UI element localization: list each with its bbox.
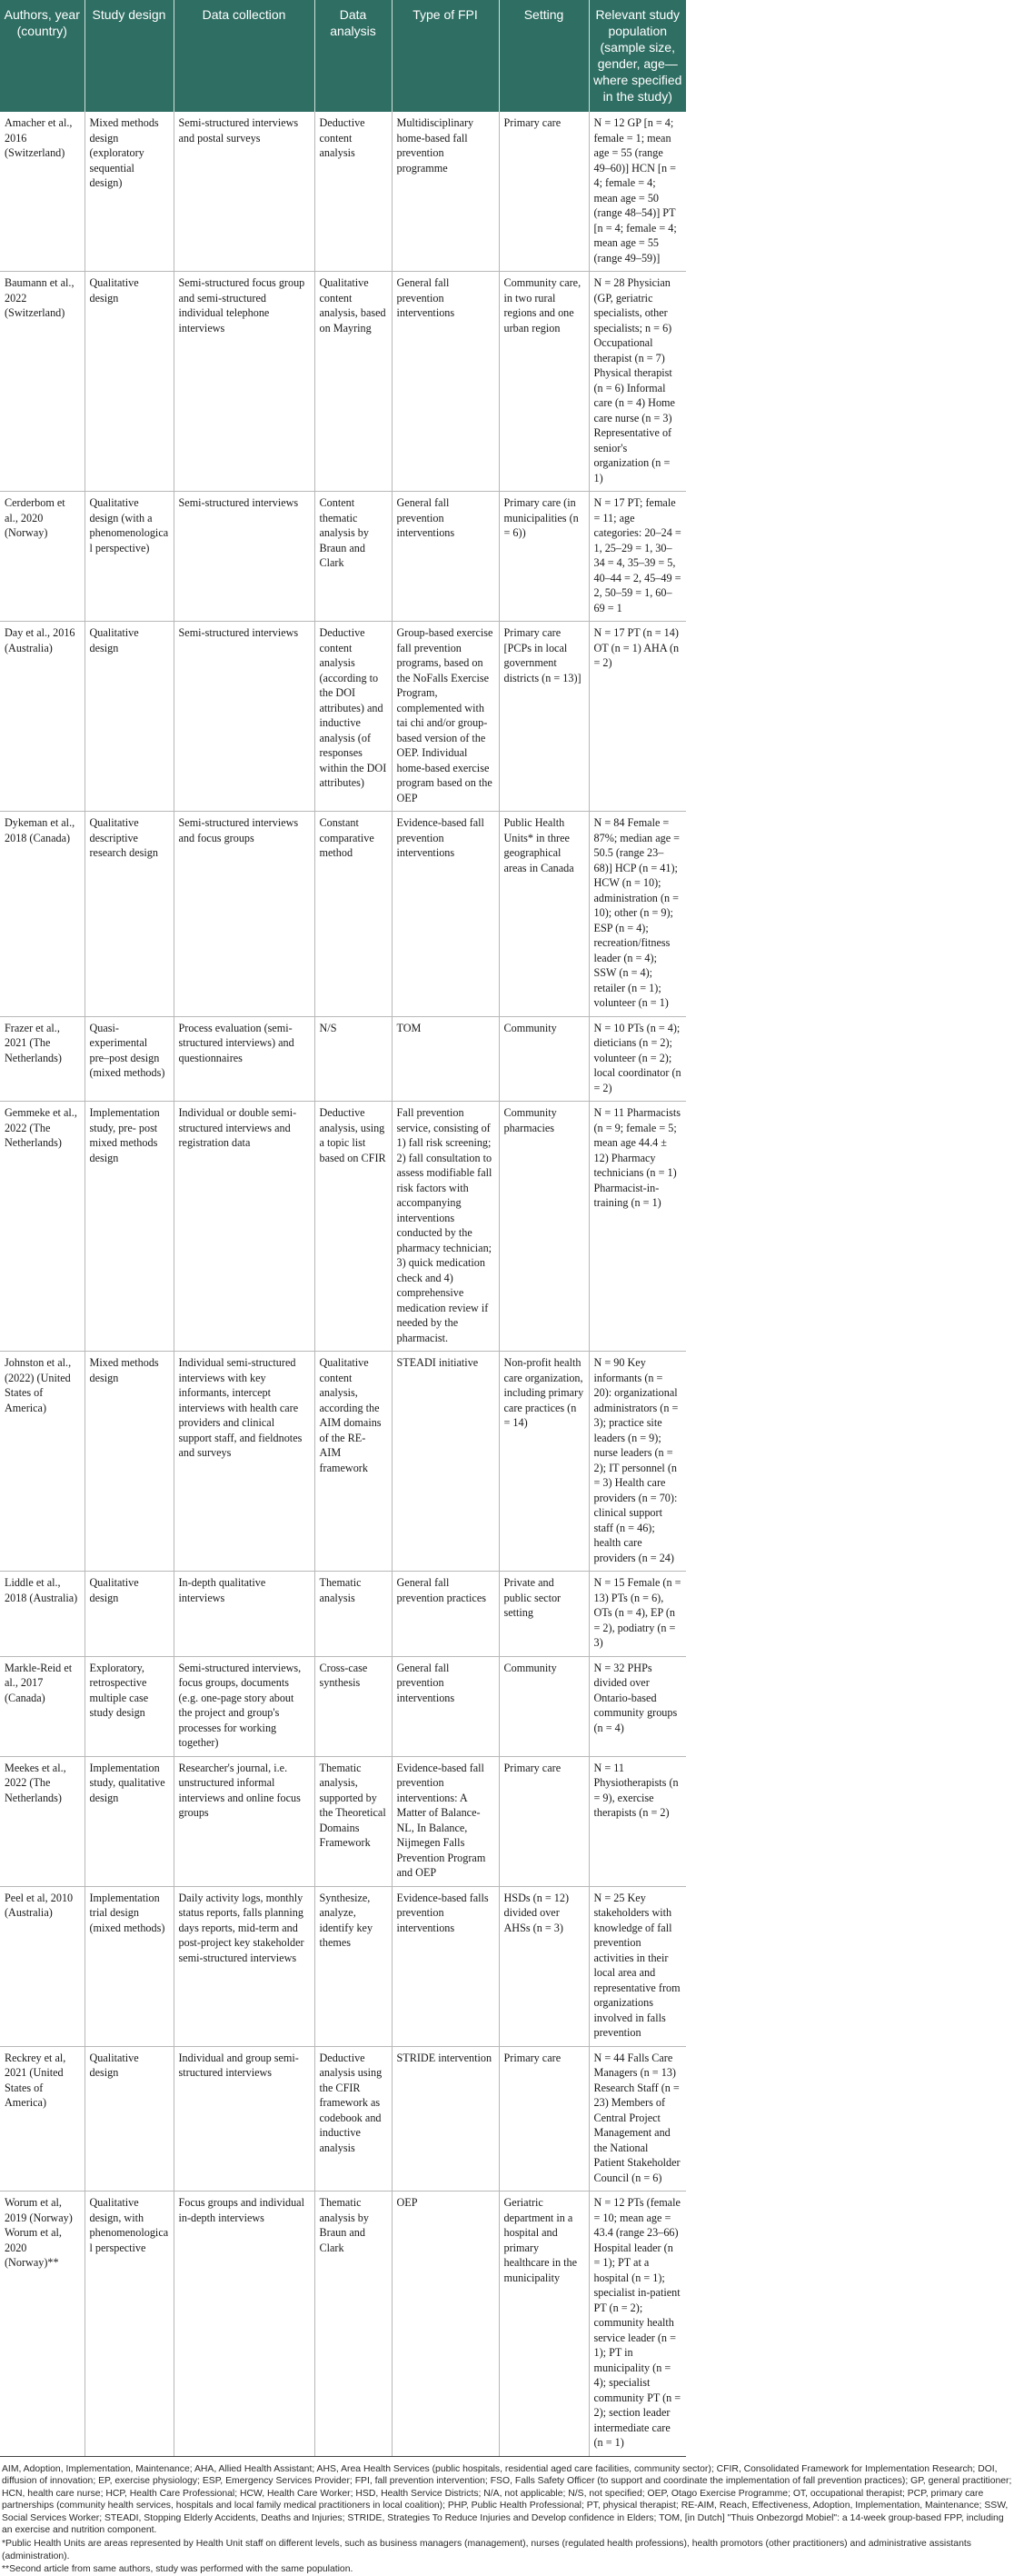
- table-row: [0, 1656, 1014, 1756]
- cell-fpi: Evidence-based fall prevention interventions: [392, 812, 499, 1017]
- table-row: [0, 2046, 1014, 2192]
- cell-population: N = 44 Falls Care Managers (n = 13) Research Staff (n = 23) Members of Central Project Management and the National Patient Stakeholder Council (n = 6): [589, 2046, 686, 2192]
- cell-collection: Process evaluation (semi-structured interviews) and questionnaires: [174, 1016, 314, 1102]
- table-row: [0, 1102, 1014, 1352]
- cell-authors: Gemmeke et al., 2022 (The Netherlands): [0, 1102, 84, 1352]
- cell-setting: Public Health Units* in three geographical areas in Canada: [499, 812, 589, 1017]
- table-row: [0, 1572, 1014, 1657]
- cell-authors: Day et al., 2016 (Australia): [0, 622, 84, 812]
- cell-analysis: Deductive analysis, using a topic list based on CFIR: [314, 1102, 392, 1352]
- cell-authors: Frazer et al., 2021 (The Netherlands): [0, 1016, 84, 1102]
- abbreviations-note: AIM, Adoption, Implementation, Maintenance; AHA, Allied Health Assistant; AHS, Area Health Services (public hospitals, residential aged care facilities, community sector); CFIR, Consolidated Framework for Implementation Research; DOI, diffusion of innovation; EP, exercise physiology; ESP, Emergency Services Provider; FPI, fall prevention intervention; FSO, Falls Safety Officer (to support and coordinate the implementation of fall prevention practices); GP, general practitioner; HCN, health care nurse; HCP, Health Care Professional; HCW, Health Care Worker; HSD, Health Service Districts; N/A, not applicable; N/S, not specified; OEP, Otago Exercise Programme; OT, occupational therapist; PCP, primary care partnerships (community health services, hospitals and local family medical practitioners in local coalition); PHP, Public Health Professional; PT, physical therapist; RE-AIM, Reach, Effectiveness, Adoption, Implementation, Maintenance; SSW, Social Services Worker; STEADI, Stopping Elderly Accidents, Deaths and Injuries; STRIDE, Strategies To Reduce Injuries and Develop confidence in Elders; TOM, [in Dutch] "Thuis Onbezorgd Mobiel": a 14-week group-based FPP, including an exercise and nutrition component.: [2, 2463, 1012, 2536]
- cell-design: Qualitative design: [84, 2046, 174, 2192]
- cell-authors: Johnston et al., (2022) (United States of America): [0, 1352, 84, 1572]
- cell-collection: Semi-structured interviews: [174, 492, 314, 622]
- cell-analysis: Thematic analysis by Braun and Clark: [314, 2192, 392, 2457]
- cell-fpi: General fall prevention interventions: [392, 272, 499, 492]
- cell-setting: Primary care: [499, 1756, 589, 1886]
- cell-fpi: STRIDE intervention: [392, 2046, 499, 2192]
- cell-collection: Researcher's journal, i.e. unstructured informal interviews and online focus groups: [174, 1756, 314, 1886]
- cell-collection: Individual semi-structured interviews with key informants, intercept interviews with health care providers and clinical support staff, and fieldnotes and surveys: [174, 1352, 314, 1572]
- cell-population: N = 11 Physiotherapists (n = 9), exercise therapists (n = 2): [589, 1756, 686, 1886]
- cell-setting: Geriatric department in a hospital and primary healthcare in the municipality: [499, 2192, 589, 2457]
- cell-population: N = 17 PT (n = 14) OT (n = 1) AHA (n = 2): [589, 622, 686, 812]
- table-row: [0, 492, 1014, 622]
- cell-analysis: Thematic analysis: [314, 1572, 392, 1657]
- cell-design: Qualitative design: [84, 622, 174, 812]
- cell-authors: Peel et al, 2010 (Australia): [0, 1886, 84, 2046]
- cell-population: N = 12 PTs (female = 10; mean age = 43.4 (range 23–66) Hospital leader (n = 1); PT at a hospital (n = 1); specialist in-patient PT (n = 2); community health service leader (n = 1); PT in municipality (n = 4); specialist community PT (n = 2); section leader intermediate care (n = 1): [589, 2192, 686, 2457]
- cell-collection: Semi-structured interviews and postal surveys: [174, 112, 314, 272]
- table-row: [0, 1756, 1014, 1886]
- cell-analysis: Deductive content analysis: [314, 112, 392, 272]
- cell-analysis: Thematic analysis, supported by the Theoretical Domains Framework: [314, 1756, 392, 1886]
- cell-authors: Worum et al, 2019 (Norway) Worum et al, 2020 (Norway)**: [0, 2192, 84, 2457]
- cell-design: Qualitative design: [84, 1572, 174, 1657]
- cell-setting: Non-profit health care organization, including primary care practices (n = 14): [499, 1352, 589, 1572]
- table-notes: [0, 2457, 1014, 2576]
- cell-population: N = 90 Key informants (n = 20): organizational administrators (n = 3); practice site leaders (n = 9); nurse leaders (n = 2); IT personnel (n = 3) Health care providers (n = 70): clinical support staff (n = 46); health care providers (n = 24): [589, 1352, 686, 1572]
- cell-analysis: N/S: [314, 1016, 392, 1102]
- header-type-of-fpi: Type of FPI: [392, 0, 499, 112]
- cell-design: Implementation study, pre- post mixed methods design: [84, 1102, 174, 1352]
- header-population: Relevant study population (sample size, gender, age—where specified in the study): [589, 0, 686, 112]
- cell-fpi: General fall prevention practices: [392, 1572, 499, 1657]
- table-body: [0, 112, 1014, 2456]
- cell-collection: Semi-structured interviews and focus groups: [174, 812, 314, 1017]
- cell-collection: Focus groups and individual in-depth interviews: [174, 2192, 314, 2457]
- cell-collection: In-depth qualitative interviews: [174, 1572, 314, 1657]
- cell-setting: HSDs (n = 12) divided over AHSs (n = 3): [499, 1886, 589, 2046]
- cell-design: Qualitative design, with phenomenological perspective: [84, 2192, 174, 2457]
- cell-design: Qualitative design (with a phenomenological perspective): [84, 492, 174, 622]
- cell-collection: Semi-structured focus group and semi-structured individual telephone interviews: [174, 272, 314, 492]
- header-row: [0, 0, 1014, 112]
- cell-design: Exploratory, retrospective multiple case study design: [84, 1656, 174, 1756]
- cell-fpi: Evidence-based falls prevention interventions: [392, 1886, 499, 2046]
- cell-authors: Meekes et al., 2022 (The Netherlands): [0, 1756, 84, 1886]
- cell-population: N = 25 Key stakeholders with knowledge of fall prevention activities in their local area and representative from organizations involved in falls prevention: [589, 1886, 686, 2046]
- cell-setting: Community pharmacies: [499, 1102, 589, 1352]
- cell-fpi: Fall prevention service, consisting of 1) fall risk screening; 2) fall consultation to assess modifiable fall risk factors with accompanying interventions conducted by the pharmacy technician; 3) quick medication check and 4) comprehensive medication review if needed by the pharmacist.: [392, 1102, 499, 1352]
- cell-population: N = 15 Female (n = 13) PTs (n = 6), OTs (n = 4), EP (n = 2), podiatry (n = 3): [589, 1572, 686, 1657]
- cell-design: Mixed methods design: [84, 1352, 174, 1572]
- cell-analysis: Deductive content analysis (according to the DOI attributes) and inductive analysis (of responses within the DOI attributes): [314, 622, 392, 812]
- cell-setting: Community: [499, 1656, 589, 1756]
- cell-collection: Semi-structured interviews, focus groups, documents (e.g. one-page story about the project and group's processes for working together): [174, 1656, 314, 1756]
- cell-analysis: Cross-case synthesis: [314, 1656, 392, 1756]
- cell-collection: Individual and group semi-structured interviews: [174, 2046, 314, 2192]
- cell-authors: Baumann et al., 2022 (Switzerland): [0, 272, 84, 492]
- cell-analysis: Synthesize, analyze, identify key themes: [314, 1886, 392, 2046]
- cell-fpi: Group-based exercise fall prevention programs, based on the NoFalls Exercise Program, complemented with tai chi and/or group-based version of the OEP. Individual home-based exercise program based on the OEP: [392, 622, 499, 812]
- cell-setting: Primary care: [499, 2046, 589, 2192]
- cell-fpi: General fall prevention interventions: [392, 492, 499, 622]
- table-row: [0, 1016, 1014, 1102]
- table-row: [0, 2192, 1014, 2457]
- cell-population: N = 28 Physician (GP, geriatric specialists, other specialists; n = 6) Occupational therapist (n = 7) Physical therapist (n = 6) Informal care (n = 4) Home care nurse (n = 3) Representative of senior's organization (n = 1): [589, 272, 686, 492]
- cell-population: N = 84 Female = 87%; median age = 50.5 (range 23–68)] HCP (n = 41); HCW (n = 10); administration (n = 10); other (n = 9); ESP (n = 4); recreation/fitness leader (n = 4); SSW (n = 4); retailer (n = 1); volunteer (n = 1): [589, 812, 686, 1017]
- cell-authors: Reckrey et al, 2021 (United States of America): [0, 2046, 84, 2192]
- cell-population: N = 17 PT; female = 11; age categories: 20–24 = 1, 25–29 = 1, 30–34 = 4, 35–39 = 5, 40–44 = 2, 45–49 = 2, 50–59 = 1, 60–69 = 1: [589, 492, 686, 622]
- cell-setting: Community: [499, 1016, 589, 1102]
- cell-fpi: Evidence-based fall prevention interventions: A Matter of Balance-NL, In Balance, Nijmegen Falls Prevention Program and OEP: [392, 1756, 499, 1886]
- cell-fpi: OEP: [392, 2192, 499, 2457]
- cell-authors: Dykeman et al., 2018 (Canada): [0, 812, 84, 1017]
- cell-design: Implementation study, qualitative design: [84, 1756, 174, 1886]
- table-header: [0, 0, 1014, 112]
- header-data-collection: Data collection: [174, 0, 314, 112]
- cell-design: Mixed methods design (exploratory sequential design): [84, 112, 174, 272]
- footnote-public-health-units: *Public Health Units are areas represented by Health Unit staff on different levels, such as business managers (management), nurses (regulated health professions), health promotors (other practitioners) and administrative assistants (administration).: [2, 2539, 971, 2561]
- cell-design: Quasi-experimental pre–post design (mixed methods): [84, 1016, 174, 1102]
- header-authors: Authors, year (country): [0, 0, 84, 112]
- cell-collection: Individual or double semi-structured interviews and registration data: [174, 1102, 314, 1352]
- cell-setting: Primary care [PCPs in local government districts (n = 13)]: [499, 622, 589, 812]
- table-row: [0, 1886, 1014, 2046]
- cell-design: Qualitative design: [84, 272, 174, 492]
- table-row: [0, 272, 1014, 492]
- cell-setting: Primary care (in municipalities (n = 6)): [499, 492, 589, 622]
- cell-collection: Daily activity logs, monthly status reports, falls planning days reports, mid-term and post-project key stakeholder semi-structured interviews: [174, 1886, 314, 2046]
- cell-setting: Community care, in two rural regions and one urban region: [499, 272, 589, 492]
- cell-fpi: STEADI initiative: [392, 1352, 499, 1572]
- header-setting: Setting: [499, 0, 589, 112]
- cell-analysis: Qualitative content analysis, according the AIM domains of the RE-AIM framework: [314, 1352, 392, 1572]
- table-row: [0, 1352, 1014, 1572]
- cell-population: N = 11 Pharmacists (n = 9; female = 5; mean age 44.4 ± 12) Pharmacy technicians (n = 1) Pharmacist-in-training (n = 1): [589, 1102, 686, 1352]
- table-row: [0, 112, 1014, 272]
- cell-fpi: Multidisciplinary home-based fall prevention programme: [392, 112, 499, 272]
- cell-design: Qualitative descriptive research design: [84, 812, 174, 1017]
- cell-authors: Markle-Reid et al., 2017 (Canada): [0, 1656, 84, 1756]
- cell-fpi: General fall prevention interventions: [392, 1656, 499, 1756]
- cell-collection: Semi-structured interviews: [174, 622, 314, 812]
- cell-analysis: Qualitative content analysis, based on Mayring: [314, 272, 392, 492]
- cell-analysis: Content thematic analysis by Braun and Clark: [314, 492, 392, 622]
- footnote-second-article: **Second article from same authors, study was performed with the same population.: [2, 2564, 353, 2575]
- cell-setting: Private and public sector setting: [499, 1572, 589, 1657]
- cell-fpi: TOM: [392, 1016, 499, 1102]
- cell-design: Implementation trial design (mixed methods): [84, 1886, 174, 2046]
- cell-analysis: Constant comparative method: [314, 812, 392, 1017]
- table-row: [0, 812, 1014, 1017]
- header-data-analysis: Data analysis: [314, 0, 392, 112]
- cell-authors: Amacher et al., 2016 (Switzerland): [0, 112, 84, 272]
- cell-authors: Cerderbom et al., 2020 (Norway): [0, 492, 84, 622]
- cell-analysis: Deductive analysis using the CFIR framework as codebook and inductive analysis: [314, 2046, 392, 2192]
- cell-population: N = 12 GP [n = 4; female = 1; mean age = 55 (range 49–60)] HCN [n = 4; female = 4; mean age = 50 (range 48–54)] PT [n = 4; female = 4; mean age = 55 (range 49–59)]: [589, 112, 686, 272]
- cell-population: N = 32 PHPs divided over Ontario-based community groups (n = 4): [589, 1656, 686, 1756]
- cell-authors: Liddle et al., 2018 (Australia): [0, 1572, 84, 1657]
- header-study-design: Study design: [84, 0, 174, 112]
- table-row: [0, 622, 1014, 812]
- cell-population: N = 10 PTs (n = 4); dieticians (n = 2); volunteer (n = 2); local coordinator (n = 2): [589, 1016, 686, 1102]
- cell-setting: Primary care: [499, 112, 589, 272]
